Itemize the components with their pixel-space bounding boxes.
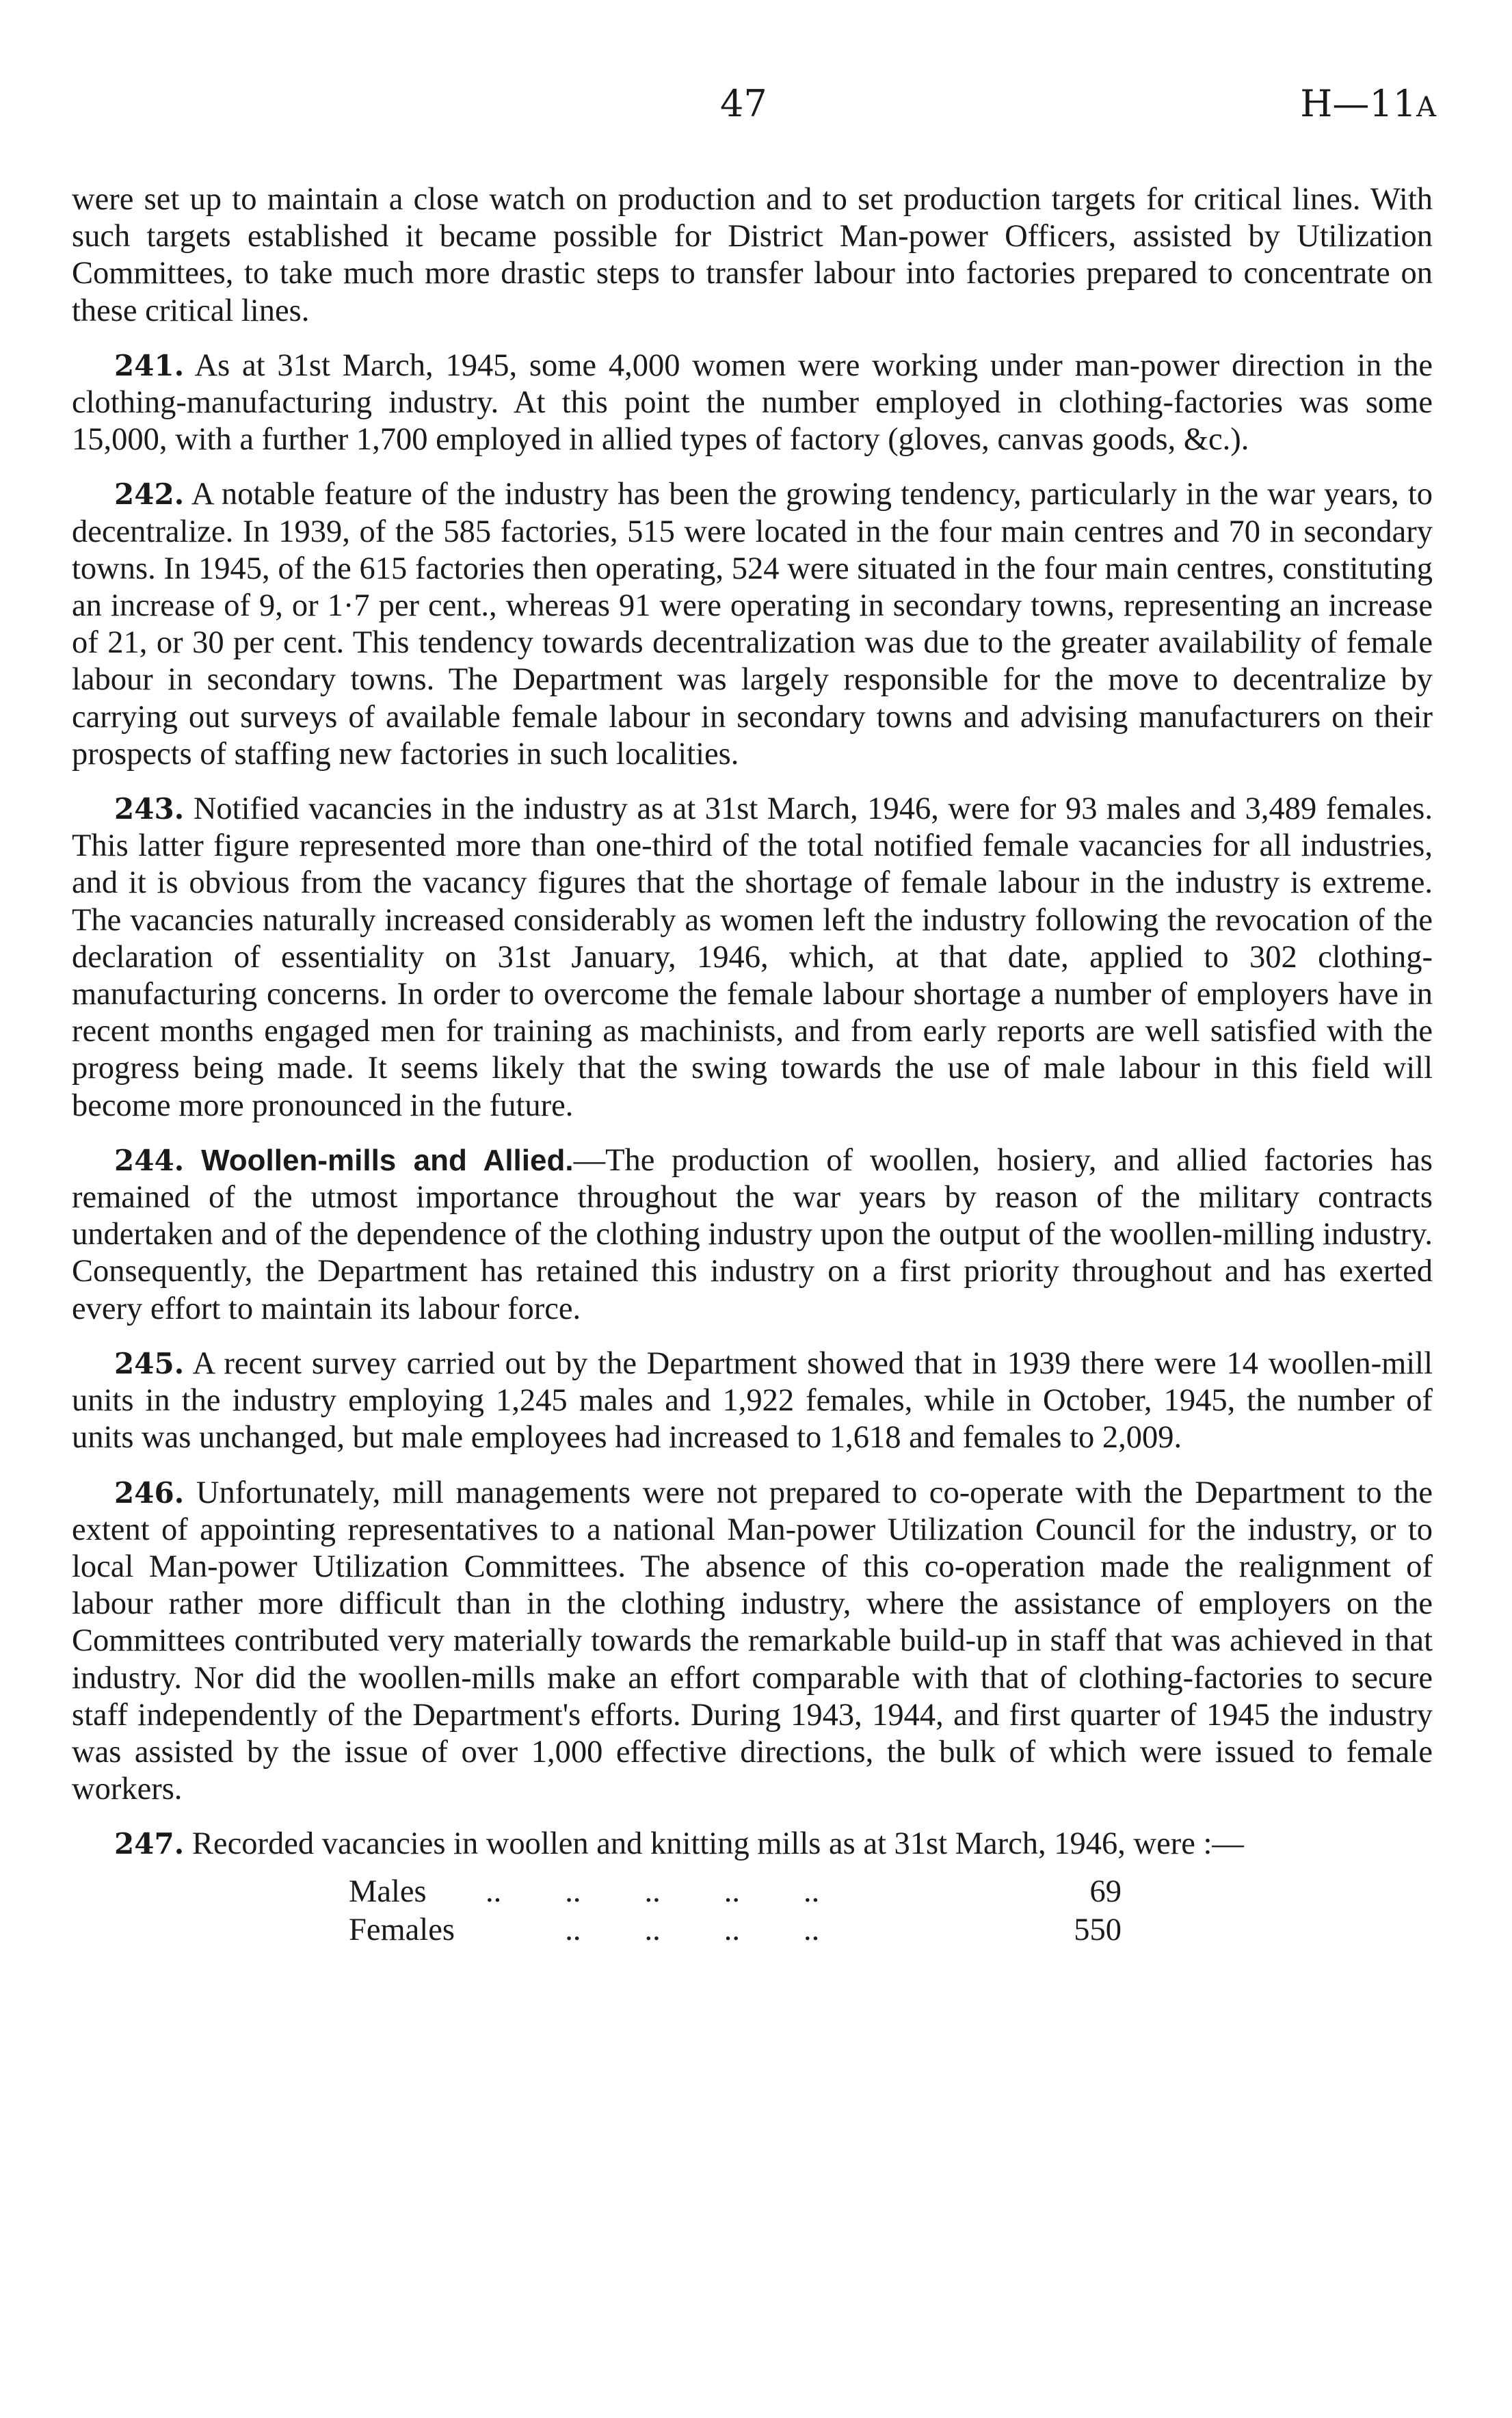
paragraph-text: Recorded vacancies in woollen and knitting mills as at 31st March, 1946, were :—: [191, 1826, 1244, 1862]
doc-ref-suffix: A: [1416, 92, 1437, 123]
paragraph-text: Notified vacancies in the industry as at 31st March, 1946, were for 93 males and 3,489 females. This latter figure represented more than one-third of the total notified female vacancies for all industries, and it is obvious from the vacancy figures that the shortage of female labour in the industry is extreme. The vacancies naturally increased considerably as women left the industry following the revocation of the declaration of essentiality on 31st January, 1946, which, at that date, applied to 302 clothing-manufacturing concerns. In order to overcome the female labour shortage a number of employers have in recent months engaged men for training as machinists, and from early reports are well satisfied with the progress being made. It seems likely that the swing towards the use of male labour in this field will become more pronounced in the future.: [72, 791, 1433, 1123]
paragraph-245: [72, 1345, 1433, 1457]
vacancies-table: [349, 1873, 1433, 1949]
document-reference: [1300, 82, 1437, 125]
paragraph-text: A notable feature of the industry has been the growing tendency, particularly in the war years, to decentralize. In 1939, of the 585 factories, 515 were located in the four main centres and 70 in secondary towns. In 1945, of the 615 factories then operating, 524 were situated in the four main centres, constituting an increase of 9, or 1·7 per cent., whereas 91 were operating in secondary towns, representing an increase of 21, or 30 per cent. This tendency towards decentralization was due to the greater availability of female labour in secondary towns. The Department was largely responsible for the move to decentralize by carrying out surveys of available female labour in secondary towns and advising manufacturers on their prospects of staffing new factories in such localities.: [72, 477, 1433, 772]
paragraph-246: [72, 1475, 1433, 1809]
doc-ref-main: H—11: [1300, 82, 1417, 125]
row-label: Females: [349, 1912, 455, 1947]
paragraph-number: 244.: [114, 1143, 185, 1177]
table-row: [349, 1873, 1433, 1911]
paragraph-244: [72, 1142, 1433, 1328]
row-label: Males: [349, 1874, 427, 1909]
paragraph-number: 246.: [114, 1475, 185, 1510]
paragraph-text: —The production of woollen, hosiery, and allied factories has remained of the utmost importance throughout the war years by reason of the military contracts undertaken and of the dependence of the clothing industry upon the output of the woollen-milling industry. Consequently, the Department has retained this industry on a first priority throughout and has exerted every effort to maintain its labour force.: [72, 1142, 1433, 1326]
row-value: 69: [1089, 1874, 1122, 1909]
paragraph-text: A recent survey carried out by the Department showed that in 1939 there were 14 woollen-mill units in the industry employing 1,245 males and 1,922 females, while in October, 1945, the number of units was unchanged, but male employees had increased to 1,618 and females to 2,009.: [72, 1345, 1433, 1456]
paragraph-text: As at 31st March, 1945, some 4,000 women were working under man-power direction in the clothing-manufacturing industry. At this point the number employed in clothing-factories was some 15,000, with a further 1,700 employed in allied types of factory (gloves, canvas goods, &c.).: [72, 347, 1433, 458]
page-number: 47: [720, 82, 767, 125]
paragraph-number: 242.: [114, 477, 185, 512]
page-body: [72, 181, 1433, 1949]
paragraph-243: [72, 791, 1433, 1125]
paragraph-number: 247.: [114, 1827, 185, 1861]
paragraph-text: were set up to maintain a close watch on production and to set production targets for critical lines. With such targets established it became possible for District Man-power Officers, assisted by Utilization Committees, to take much more drastic steps to transfer labour into factories prepared to concentrate on these critical lines.: [72, 182, 1433, 328]
paragraph-number: 245.: [114, 1346, 185, 1380]
paragraph-continuation: [72, 181, 1433, 330]
dot-leaders: .. .. .. ..: [486, 1912, 820, 1947]
paragraph-text: Unfortunately, mill managements were not prepared to co-operate with the Department to the extent of appointing representatives to a national Man-power Utilization Council for the industry, or to local Man-power Utilization Committees. The absence of this co-operation made the realignment of labour rather more difficult than in the clothing industry, where the assistance of employers on the Committees contributed very materially towards the remarkable build-up in staff that was achieved in that industry. Nor did the woollen-mills make an effort comparable with that of clothing-factories to secure staff independently of the Department's efforts. During 1943, 1944, and first quarter of 1945 the industry was assisted by the issue of over 1,000 effective directions, the bulk of which were issued to female workers.: [72, 1475, 1433, 1807]
row-value: 550: [1074, 1912, 1122, 1947]
paragraph-247: [72, 1826, 1433, 1863]
dot-leaders: .. .. .. .. ..: [486, 1874, 820, 1909]
paragraph-242: [72, 476, 1433, 773]
paragraph-number: 243.: [114, 792, 185, 826]
section-heading: Woollen-mills and Allied.: [201, 1143, 574, 1177]
table-row: [349, 1911, 1433, 1949]
paragraph-number: 241.: [114, 348, 185, 382]
paragraph-241: [72, 347, 1433, 459]
page-header: [72, 82, 1437, 137]
